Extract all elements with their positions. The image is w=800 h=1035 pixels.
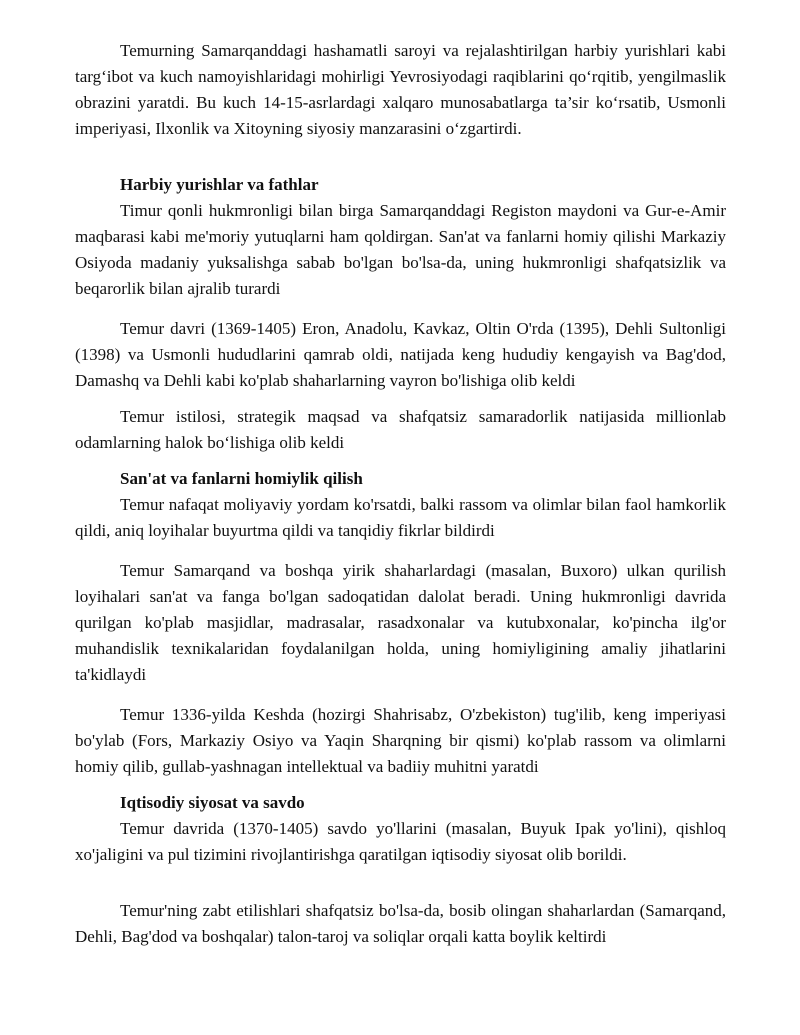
section-heading: Iqtisodiy siyosat va savdo — [120, 793, 305, 812]
paragraph: Temur istilosi, strategik maqsad va shafqatsiz samaradorlik natijasida millionlab odamlarning halok bo‘lishiga olib keldi — [75, 407, 726, 452]
paragraph: Temur davrida (1370-1405) savdo yo'llarini (masalan, Buyuk Ipak yo'lini), qishloq xo'jaligini va pul tizimini rivojlantirishga qaratilgan iqtisodiy siyosat olib borildi. — [75, 819, 726, 864]
paragraph: Temur'ning zabt etilishlari shafqatsiz bo'lsa-da, bosib olingan shaharlardan (Samarqand, Dehli, Bag'dod va boshqalar) talon-taroj va soliqlar orqali katta boylik keltirdi — [75, 901, 726, 946]
section-heading: San'at va fanlarni homiylik qilish — [120, 469, 363, 488]
section-arts-patronage — [75, 466, 726, 780]
section-economic-policy — [75, 790, 726, 950]
paragraph: Temur nafaqat moliyaviy yordam ko'rsatdi, balki rassom va olimlar bilan faol hamkorlik qildi, aniq loyihalar buyurtma qildi va tanqidiy fikrlar bildirdi — [75, 495, 726, 540]
paragraph: Temur davri (1369-1405) Eron, Anadolu, Kavkaz, Oltin O'rda (1395), Dehli Sultonligi (1398) va Usmonli hududlarini qamrab oldi, natijada keng hududiy kengayish va Bag'dod, Damashq va Dehli kabi ko'plab shaharlarning vayron bo'lishiga olib keldi — [75, 319, 726, 390]
section-heading: Harbiy yurishlar va fathlar — [120, 175, 319, 194]
paragraph: Temur 1336-yilda Keshda (hozirgi Shahrisabz, O'zbekiston) tug'ilib, keng imperiyasi bo'ylab (Fors, Markaziy Osiyo va Yaqin Sharqning bir qismi) ko'plab rassom va olimlarni homiy qilib, gullab-yashnagan intellektual va badiiy muhitni yaratdi — [75, 705, 726, 776]
section-military-campaigns — [75, 172, 726, 456]
intro-paragraph: Temurning Samarqanddagi hashamatli saroyi va rejalashtirilgan harbiy yurishlari kabi targ‘ibot va kuch namoyishlaridagi mohirligi Yevrosiyodagi raqiblarini qo‘rqitib, yengilmaslik obrazini yaratdi. Bu kuch 14-15-asrlardagi xalqaro munosabatlarga ta’sir ko‘rsatib, Usmonli imperiyasi, Ilxonlik va Xitoyning siyosiy manzarasini o‘zgartirdi. — [75, 41, 726, 138]
document-page — [75, 38, 726, 950]
paragraph: Timur qonli hukmronligi bilan birga Samarqanddagi Registon maydoni va Gur-e-Amir maqbarasi kabi me'moriy yutuqlarni ham qoldirgan. San'at va fanlarni homiy qilishi Markaziy Osiyoda madaniy yuksalishga sabab bo'lgan bo'lsa-da, uning hukmronligi shafqatsizlik va beqarorlik bilan ajralib turardi — [75, 201, 726, 298]
paragraph: Temur Samarqand va boshqa yirik shaharlardagi (masalan, Buxoro) ulkan qurilish loyihalari san'at va fanga bo'lgan sadoqatidan dalolat beradi. Uning hukmronligi davrida qurilgan ko'plab masjidlar, madrasalar, rasadxonalar va kutubxonalar, ko'pincha ilg'or muhandislik texnikalaridan foydalanilgan holda, uning homiyligining amaliy jihatlarini ta'kidlaydi — [75, 561, 726, 684]
